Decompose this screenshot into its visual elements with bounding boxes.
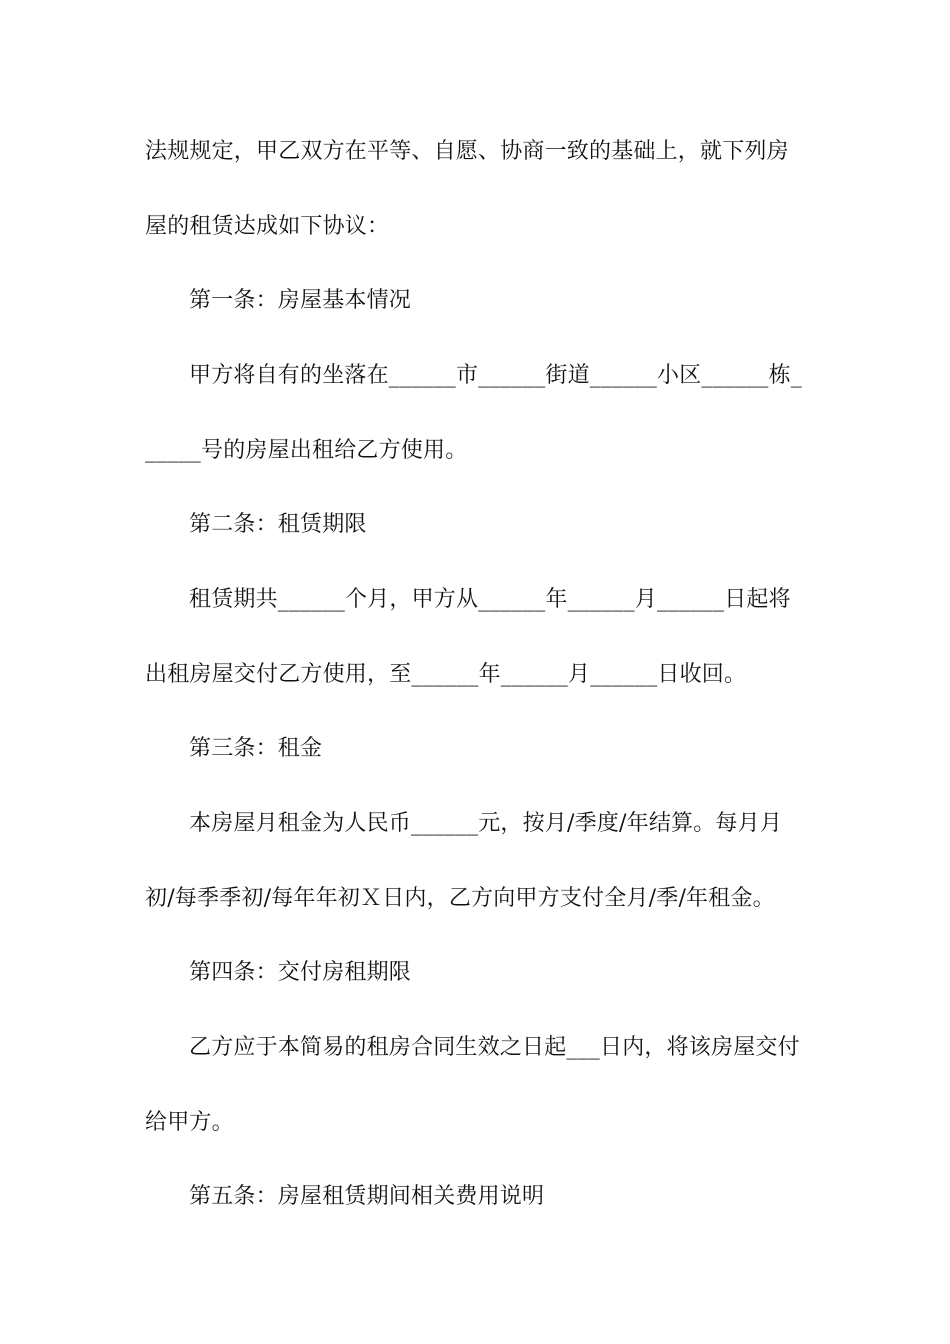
- article-heading: 第四条：交付房租期限: [189, 960, 412, 985]
- paragraph-line: 法规规定，甲乙双方在平等、自愿、协商一致的基础上，就下列房: [145, 139, 789, 164]
- paragraph-line: _____号的房屋出租给乙方使用。: [145, 438, 468, 463]
- paragraph-line: 租赁期共______个月，甲方从______年______月______日起将: [189, 587, 791, 612]
- article-heading: 第二条：租赁期限: [189, 512, 367, 537]
- article-heading: 第三条：租金: [189, 736, 323, 761]
- paragraph-line: 初/每季季初/每年年初Ｘ日内，乙方向甲方支付全月/季/年租金。: [145, 886, 775, 911]
- paragraph-line: 本房屋月租金为人民币______元，按月/季度/年结算。每月月: [189, 811, 783, 836]
- paragraph-line: 屋的租赁达成如下协议：: [145, 214, 390, 239]
- article-heading: 第五条：房屋租赁期间相关费用说明: [189, 1184, 545, 1209]
- paragraph-line: 甲方将自有的坐落在______市______街道______小区______栋_: [189, 363, 803, 388]
- article-heading: 第一条：房屋基本情况: [189, 288, 412, 313]
- paragraph-line: 出租房屋交付乙方使用，至______年______月______日收回。: [145, 662, 747, 687]
- paragraph-line: 乙方应于本简易的租房合同生效之日起___日内，将该房屋交付: [189, 1035, 800, 1060]
- paragraph-line: 给甲方。: [145, 1110, 234, 1135]
